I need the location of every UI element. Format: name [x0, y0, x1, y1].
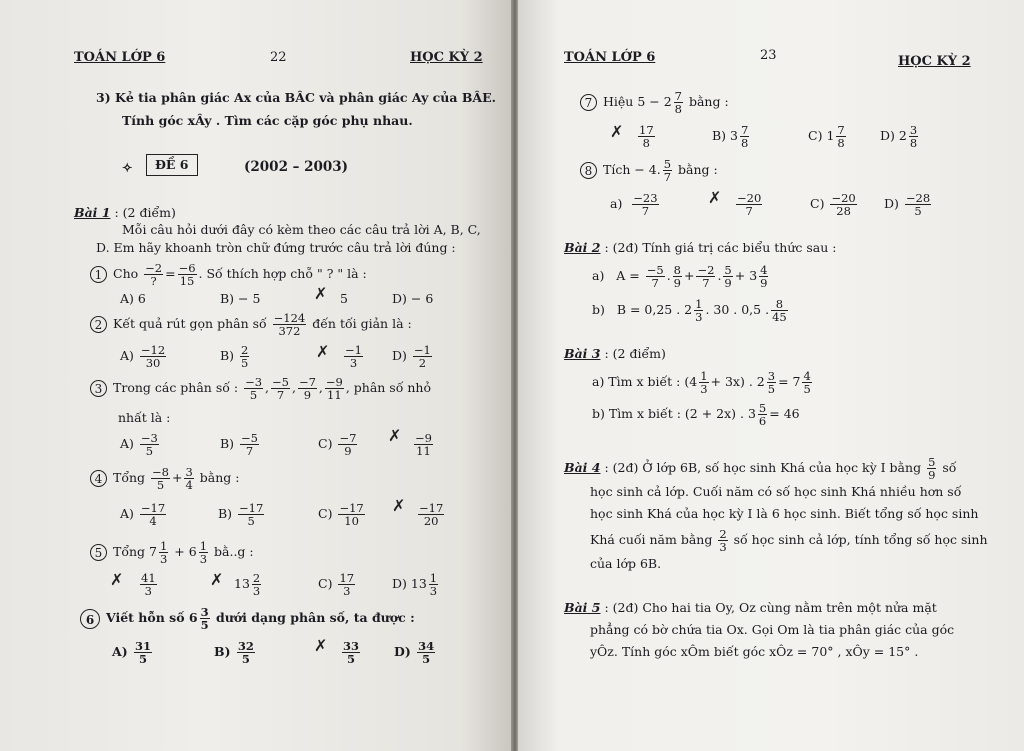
cross-mark-icon: ✗: [610, 122, 624, 141]
q8-option-d: D) $\frac{-28}{5}$: [884, 191, 931, 218]
bai4-line-1: Bài 4 : (2đ) Ở lớp 6B, số học sinh Khá của học kỳ I bằng $\frac{5}{9}$ số: [564, 455, 957, 482]
q1-option-c: 5: [340, 291, 348, 306]
right-header-term: HỌC KỲ 2: [898, 54, 971, 69]
question-7: 7 Hiệu 5 − 2 $\frac{7}{8}$ bằng :: [580, 90, 729, 115]
bai5-line-1: Bài 5 : (2đ) Cho hai tia Oy, Oz cùng nằm trên một nửa mặt: [564, 600, 937, 615]
q3-option-c: C) $\frac{-7}{9}$: [318, 431, 357, 458]
q7-option-c: C) 1 $\frac{7}{8}$: [808, 123, 845, 150]
q7-option-a: $\frac{17}{8}$: [639, 123, 654, 150]
question-8: 8 Tích − 4. $\frac{5}{7}$ bằng :: [580, 158, 718, 183]
question-4: 4 Tổng $\frac{-8}{5}$ + $\frac{3}{4}$ bằng :: [90, 466, 239, 491]
cross-mark-icon: ✗: [314, 284, 328, 303]
cross-mark-icon: ✗: [316, 342, 330, 361]
bai1-heading: Bài 1 : (2 điểm): [74, 205, 176, 220]
cross-mark-icon: ✗: [388, 426, 402, 445]
q5-option-d: D) 13 $\frac{1}{3}$: [392, 571, 438, 598]
bai2-part-a: a) A = $\frac{-5}{7}$ . $\frac{8}{9}$ + $\frac{-2}{7}$ . $\frac{5}{9}$ + 3 $\frac{4}{9}$: [592, 263, 768, 290]
left-page-number: 22: [270, 50, 287, 65]
q6-option-d: D) $\frac{34}{5}$: [394, 639, 435, 666]
q6-option-b: B) $\frac{32}{5}$: [214, 639, 254, 666]
question-6: 6 Viết hỗn số 6 $\frac{3}{5}$ dưới dạng phân số, ta được :: [80, 606, 415, 631]
question-2: 2 Kết quả rút gọn phân số $\frac{-124}{372}$ đến tối giản là :: [90, 312, 412, 337]
right-page-number: 23: [760, 48, 777, 63]
cross-mark-icon: ✗: [708, 188, 722, 207]
q1-option-b: B) − 5: [220, 291, 261, 306]
q3-option-d: $\frac{-9}{11}$: [415, 431, 432, 458]
cross-mark-icon: ✗: [314, 636, 328, 655]
q2-option-c: $\frac{-1}{3}$: [345, 343, 362, 370]
bai5-line-2: phẳng có bờ chứa tia Ox. Gọi Om là tia phân giác của góc: [590, 622, 955, 637]
q5-option-a: $\frac{41}{3}$: [141, 571, 156, 598]
cross-mark-icon: ✗: [110, 570, 124, 589]
bai4-line-4: Khá cuối năm bằng $\frac{2}{3}$ số học sinh cả lớp, tính tổng số học sinh: [590, 527, 988, 554]
right-page: [518, 0, 1024, 751]
de-title: ĐỀ 6: [146, 154, 198, 176]
bai3-part-a: a) Tìm x biết : (4 $\frac{1}{3}$ + 3x) . 2 $\frac{3}{5}$ = 7 $\frac{4}{5}$: [592, 369, 811, 396]
q4-option-a: A) $\frac{-17}{4}$: [120, 501, 166, 528]
q4-option-b: B) $\frac{-17}{5}$: [218, 501, 264, 528]
q1-option-d: D) − 6: [392, 291, 434, 306]
q2-option-d: D) $\frac{-1}{2}$: [392, 343, 431, 370]
left-header-subject: TOÁN LỚP 6: [74, 50, 166, 65]
question-3-line2: nhất là :: [118, 410, 171, 425]
left-header-term: HỌC KỲ 2: [410, 50, 483, 65]
q3-option-a: A) $\frac{-3}{5}$: [120, 431, 158, 458]
bai1-intro-1: Mỗi câu hỏi dưới đây có kèm theo các câu trả lời A, B, C,: [122, 222, 481, 237]
bai5-line-3: yÔz. Tính góc xÔm biết góc xÔz = 70° , xÔy = 15° .: [590, 644, 919, 659]
bai3-heading: Bài 3 : (2 điểm): [564, 346, 666, 361]
q7-option-d: D) 2 $\frac{3}{8}$: [880, 123, 918, 150]
q4-option-c: C) $\frac{-17}{10}$: [318, 501, 364, 528]
question-5: 5 Tổng 7 $\frac{1}{3}$ + 6 $\frac{1}{3}$ bằ..g :: [90, 540, 254, 565]
cross-mark-icon: ✗: [210, 570, 224, 589]
q3-line1: 3) Kẻ tia phân giác Ax của BÂC và phân giác Ay của BÂE.: [96, 90, 496, 105]
cross-mark-icon: ✗: [392, 496, 406, 515]
bai2-heading: Bài 2 : (2đ) Tính giá trị các biểu thức sau :: [564, 240, 837, 255]
q7-option-b: B) 3 $\frac{7}{8}$: [712, 123, 749, 150]
q1-option-a: A) 6: [120, 291, 146, 306]
bai4-line-5: của lớp 6B.: [590, 556, 662, 571]
q8-option-c: C) $\frac{-20}{28}$: [810, 191, 856, 218]
diamond-icon: ✧: [122, 160, 133, 175]
q8-option-a: a) $\frac{-23}{7}$: [610, 191, 658, 218]
de-years: (2002 – 2003): [244, 159, 349, 175]
q5-option-b: 13 $\frac{2}{3}$: [234, 571, 261, 598]
question-1: 1 Cho $\frac{-2}{?}$ = $\frac{-6}{15}$ . Số thích hợp chỗ " ? " là :: [90, 262, 367, 287]
bai4-line-3: học sinh Khá của học kỳ I là 6 học sinh. Biết tổng số học sinh: [590, 506, 979, 521]
q2-option-b: B) $\frac{2}{5}$: [220, 343, 249, 370]
q4-option-d: $\frac{-17}{20}$: [419, 501, 444, 528]
right-header-subject: TOÁN LỚP 6: [564, 50, 656, 65]
q5-option-c: C) $\frac{17}{3}$: [318, 571, 355, 598]
q8-option-b: $\frac{-20}{7}$: [737, 191, 762, 218]
q3-option-b: B) $\frac{-5}{7}$: [220, 431, 258, 458]
question-3: 3 Trong các phân số : $\frac{-3}{5}$ , $\frac{-5}{7}$ , $\frac{-7}{9}$ , $\frac{-9}{11}$ , phân số nhỏ: [90, 376, 431, 401]
bai1-intro-2: D. Em hãy khoanh tròn chữ đứng trước câu trả lời đúng :: [96, 240, 456, 255]
q2-option-a: A) $\frac{-12}{30}$: [120, 343, 166, 370]
q3-line2: Tính góc xÂy . Tìm các cặp góc phụ nhau.: [122, 113, 413, 128]
bai2-part-b: b) B = 0,25 . 2 $\frac{1}{3}$ . 30 . 0,5 . $\frac{8}{45}$: [592, 297, 787, 324]
q6-option-a: A) $\frac{31}{5}$: [112, 639, 151, 666]
bai4-line-2: học sinh cả lớp. Cuối năm có số học sinh Khá nhiều hơn số: [590, 484, 962, 499]
q6-option-c: $\frac{33}{5}$: [343, 639, 360, 666]
bai3-part-b: b) Tìm x biết : (2 + 2x) . 3 $\frac{5}{6}$ = 46: [592, 401, 800, 428]
